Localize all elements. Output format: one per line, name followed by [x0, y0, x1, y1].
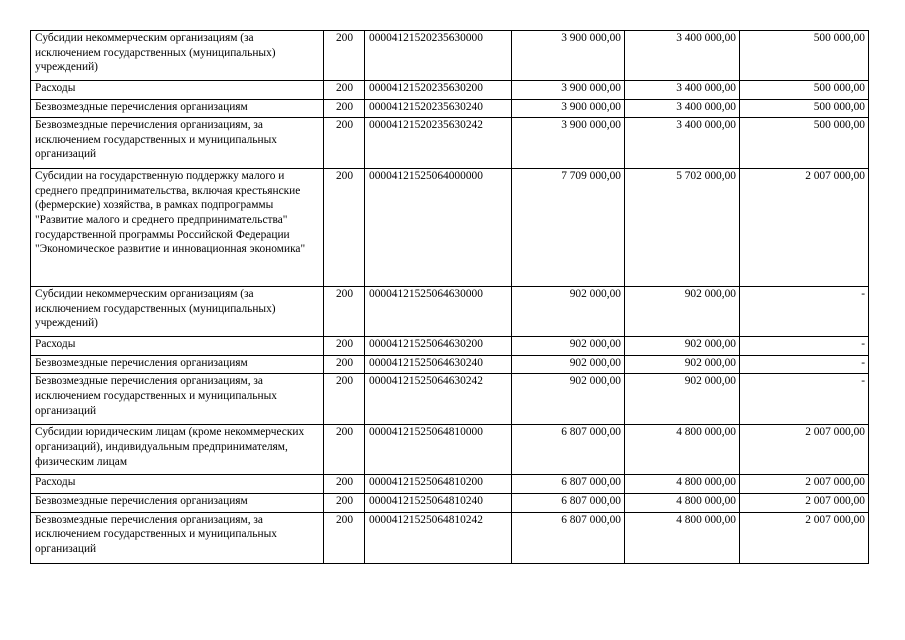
table-row [31, 169, 869, 287]
table-row [31, 493, 869, 512]
row-code: 200 [324, 475, 365, 494]
row-code: 200 [324, 374, 365, 425]
row-kbk: 00004121525064810000 [365, 425, 512, 475]
table-row [31, 337, 869, 356]
row-code: 200 [324, 425, 365, 475]
row-value-2: 3 400 000,00 [625, 81, 740, 100]
row-name: Безвозмездные перечисления организациям, за исключением государственных и муниципальных организаций [31, 374, 324, 425]
row-name: Расходы [31, 81, 324, 100]
table-row [31, 512, 869, 563]
row-value-2: 902 000,00 [625, 337, 740, 356]
table-row [31, 81, 869, 100]
row-value-1: 3 900 000,00 [512, 31, 625, 81]
table-row [31, 287, 869, 337]
row-code: 200 [324, 337, 365, 356]
row-name: Субсидии юридическим лицам (кроме некоммерческих организаций), индивидуальным предпринимателям, физическим лицам [31, 425, 324, 475]
row-code: 200 [324, 81, 365, 100]
row-code: 200 [324, 169, 365, 287]
budget-table-body [31, 31, 869, 564]
row-name: Безвозмездные перечисления организациям [31, 493, 324, 512]
row-value-2: 4 800 000,00 [625, 425, 740, 475]
row-value-2: 4 800 000,00 [625, 475, 740, 494]
row-value-1: 902 000,00 [512, 374, 625, 425]
row-name: Расходы [31, 337, 324, 356]
row-name: Безвозмездные перечисления организациям [31, 355, 324, 374]
row-value-2: 902 000,00 [625, 374, 740, 425]
row-value-3: 2 007 000,00 [740, 475, 869, 494]
row-value-1: 902 000,00 [512, 287, 625, 337]
row-value-1: 6 807 000,00 [512, 512, 625, 563]
row-value-2: 4 800 000,00 [625, 493, 740, 512]
row-value-2: 902 000,00 [625, 355, 740, 374]
table-row [31, 425, 869, 475]
row-value-3: 500 000,00 [740, 99, 869, 118]
row-code: 200 [324, 118, 365, 169]
row-value-1: 3 900 000,00 [512, 99, 625, 118]
row-kbk: 00004121525064810242 [365, 512, 512, 563]
row-kbk: 00004121525064630242 [365, 374, 512, 425]
row-name: Субсидии некоммерческим организациям (за исключением государственных (муниципальных) учреждений) [31, 287, 324, 337]
row-value-1: 6 807 000,00 [512, 493, 625, 512]
table-row [31, 118, 869, 169]
row-value-3: 2 007 000,00 [740, 169, 869, 287]
table-row [31, 31, 869, 81]
row-value-3: 500 000,00 [740, 31, 869, 81]
row-value-1: 3 900 000,00 [512, 81, 625, 100]
row-value-3: 500 000,00 [740, 118, 869, 169]
row-name: Субсидии на государственную поддержку малого и среднего предпринимательства, включая крестьянские (фермерские) хозяйства, в рамках подпрограммы "Развитие малого и среднего предпринимательства" государственной программы Российской Федерации "Экономическое развитие и инновационная экономика" [31, 169, 324, 287]
row-value-3: 2 007 000,00 [740, 425, 869, 475]
row-code: 200 [324, 355, 365, 374]
row-value-3: 2 007 000,00 [740, 493, 869, 512]
row-value-3: 2 007 000,00 [740, 512, 869, 563]
row-kbk: 00004121520235630242 [365, 118, 512, 169]
row-kbk: 00004121525064630240 [365, 355, 512, 374]
row-name: Безвозмездные перечисления организациям [31, 99, 324, 118]
row-value-2: 902 000,00 [625, 287, 740, 337]
row-code: 200 [324, 31, 365, 81]
row-kbk: 00004121525064810200 [365, 475, 512, 494]
table-row [31, 374, 869, 425]
row-kbk: 00004121520235630000 [365, 31, 512, 81]
row-code: 200 [324, 287, 365, 337]
row-value-1: 902 000,00 [512, 337, 625, 356]
table-row [31, 99, 869, 118]
row-kbk: 00004121525064810240 [365, 493, 512, 512]
row-value-2: 4 800 000,00 [625, 512, 740, 563]
row-value-2: 3 400 000,00 [625, 99, 740, 118]
row-value-1: 6 807 000,00 [512, 425, 625, 475]
row-name: Безвозмездные перечисления организациям, за исключением государственных и муниципальных организаций [31, 118, 324, 169]
table-row [31, 355, 869, 374]
row-kbk: 00004121525064630000 [365, 287, 512, 337]
row-name: Расходы [31, 475, 324, 494]
table-row [31, 475, 869, 494]
row-kbk: 00004121525064000000 [365, 169, 512, 287]
row-value-1: 902 000,00 [512, 355, 625, 374]
row-name: Субсидии некоммерческим организациям (за исключением государственных (муниципальных) учреждений) [31, 31, 324, 81]
row-code: 200 [324, 99, 365, 118]
row-value-3: 500 000,00 [740, 81, 869, 100]
row-value-3: - [740, 374, 869, 425]
row-value-1: 6 807 000,00 [512, 475, 625, 494]
row-code: 200 [324, 493, 365, 512]
row-value-3: - [740, 355, 869, 374]
row-value-3: - [740, 337, 869, 356]
row-value-2: 5 702 000,00 [625, 169, 740, 287]
row-value-2: 3 400 000,00 [625, 118, 740, 169]
row-value-1: 7 709 000,00 [512, 169, 625, 287]
row-code: 200 [324, 512, 365, 563]
row-value-1: 3 900 000,00 [512, 118, 625, 169]
budget-table [30, 30, 869, 564]
row-value-2: 3 400 000,00 [625, 31, 740, 81]
row-name: Безвозмездные перечисления организациям, за исключением государственных и муниципальных организаций [31, 512, 324, 563]
row-kbk: 00004121520235630200 [365, 81, 512, 100]
row-kbk: 00004121520235630240 [365, 99, 512, 118]
row-value-3: - [740, 287, 869, 337]
row-kbk: 00004121525064630200 [365, 337, 512, 356]
